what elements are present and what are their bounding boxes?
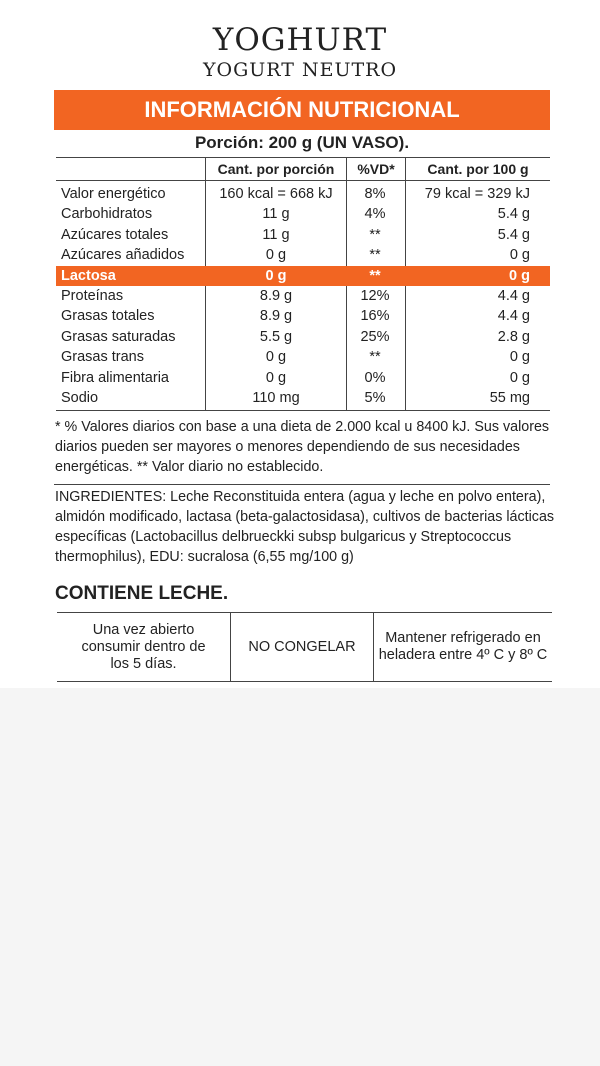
daily-value: ** (369, 349, 381, 366)
table-bottom-rule (56, 410, 550, 411)
amount-per-100g: 0 g (509, 369, 530, 386)
brand-title: YOGHURT (212, 22, 388, 58)
amount-per-100g: 79 kcal = 329 kJ (424, 186, 530, 202)
amount-per-portion: 11 g (262, 226, 290, 243)
amount-per-portion: 0 g (265, 349, 287, 366)
table-row (56, 286, 550, 306)
amount-per-portion: 0 g (265, 369, 287, 386)
nutrient-name: Carbohidratos (61, 206, 153, 223)
amount-per-portion: 0 g (265, 247, 287, 264)
notice-refrigerate (374, 613, 552, 681)
nutrient-name: Sodio (61, 390, 99, 406)
amount-per-100g: 0 g (509, 349, 530, 366)
ingredients-text: INGREDIENTES: Leche Reconstituida entera (agua y leche en polvo entera), almidón modificado, lactasa (beta-galactosidasa), cultivos de bacterias lácticas específicas (Lactobacillus delbrueckki subsp bulgaricus y Streptococcus thermophilus), EDU: sucralosa (6,55 mg/100 g) (55, 489, 555, 565)
daily-value: 0% (364, 369, 386, 386)
allergen-warning: CONTIENE LECHE. (55, 583, 229, 604)
table-row (56, 245, 550, 265)
nutrient-name: Grasas saturadas (61, 328, 176, 345)
amount-per-portion: 0 g (265, 267, 287, 284)
amount-per-portion: 11 g (262, 206, 290, 223)
daily-value: ** (369, 247, 381, 264)
nutrient-name: Grasas totales (61, 308, 155, 325)
nutrient-name: Lactosa (61, 267, 116, 284)
table-row (56, 388, 550, 408)
nutrition-banner: INFORMACIÓN NUTRICIONAL (54, 90, 550, 130)
header-per-portion: Cant. por porción (217, 161, 335, 177)
daily-value: 25% (360, 328, 390, 345)
notice-do-not-freeze-text: NO CONGELAR (248, 638, 356, 655)
nutrient-name: Proteínas (61, 288, 124, 304)
table-row (56, 266, 550, 286)
table-row (56, 306, 550, 326)
amount-per-100g: 4.4 g (497, 308, 530, 325)
amount-per-100g: 2.8 g (497, 328, 530, 345)
daily-value: 5% (364, 390, 386, 406)
amount-per-portion: 5.5 g (259, 328, 293, 345)
amount-per-100g: 5.4 g (497, 226, 530, 243)
daily-value: ** (369, 226, 381, 243)
portion-size: Porción: 200 g (UN VASO). (194, 133, 410, 152)
table-row (56, 327, 550, 347)
nutrient-name: Azúcares totales (61, 226, 169, 243)
nutrient-name: Fibra alimentaria (61, 369, 169, 386)
nutrient-name: Valor energético (61, 186, 166, 202)
daily-value: 8% (364, 186, 386, 202)
table-row (56, 368, 550, 388)
amount-per-portion: 160 kcal = 668 kJ (219, 186, 333, 202)
header-vd: %VD* (357, 161, 395, 177)
daily-value: 16% (360, 308, 390, 325)
daily-value: 4% (364, 206, 386, 223)
footnote: * % Valores diarios con base a una dieta de 2.000 kcal u 8400 kJ. Sus valores diarios pueden ser mayores o menores dependiendo de sus necesidades energéticas. ** Valor diario no establecido. (55, 419, 550, 475)
amount-per-portion: 110 mg (252, 390, 300, 406)
amount-per-100g: 55 mg (489, 390, 530, 406)
amount-per-100g: 0 g (509, 247, 530, 264)
nutrient-name: Azúcares añadidos (61, 247, 185, 264)
notice-do-not-freeze (231, 613, 373, 681)
table-header-rule (56, 180, 550, 181)
amount-per-100g: 0 g (509, 267, 530, 284)
amount-per-100g: 4.4 g (497, 288, 530, 304)
amount-per-portion: 8.9 g (259, 308, 293, 325)
notice-refrigerate-text: Mantener refrigerado en heladera entre 4º C y 8º C (378, 630, 548, 663)
notices-bottom-rule (57, 681, 552, 682)
amount-per-portion: 8.9 g (259, 288, 293, 304)
brand-subtitle: YOGURT NEUTRO (202, 59, 398, 81)
notice-after-opening (57, 613, 230, 681)
ingredients-rule (54, 484, 550, 485)
nutrient-name: Grasas trans (61, 349, 144, 366)
table-row (56, 184, 550, 204)
table-row (56, 347, 550, 367)
daily-value: 12% (360, 288, 390, 304)
header-per-100g: Cant. por 100 g (427, 161, 529, 177)
daily-value: ** (369, 267, 381, 284)
table-row (56, 225, 550, 245)
notice-after-opening-text: Una vez abierto consumir dentro de los 5 días. (81, 621, 206, 672)
amount-per-100g: 5.4 g (497, 206, 530, 223)
table-row (56, 204, 550, 224)
